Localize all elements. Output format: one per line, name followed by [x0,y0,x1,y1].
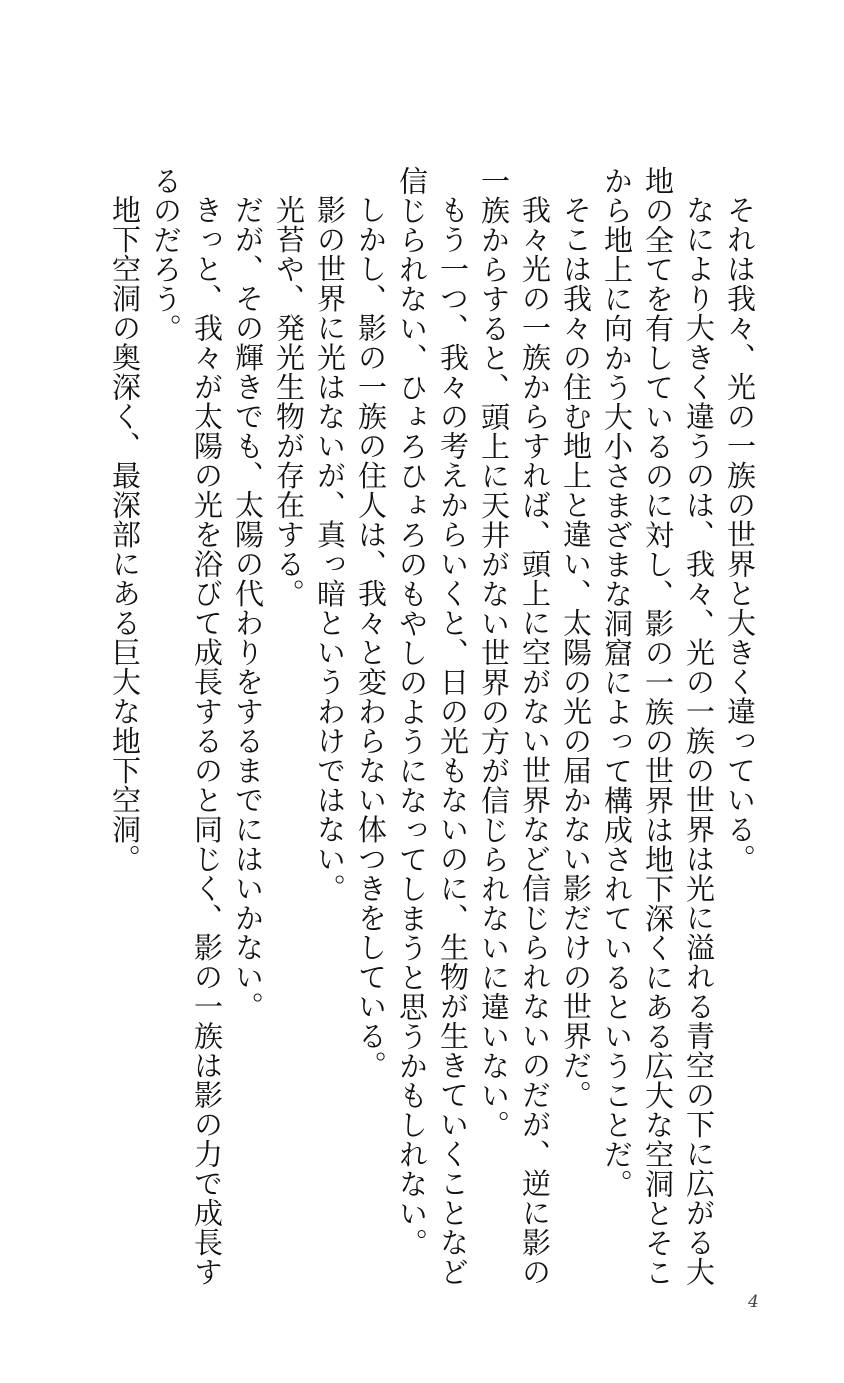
paragraph-5: もう一つ、我々の考えからいくと、日の光もないのに、生物が生きていくことなど信じられない、ひょろひょろのもやしのようになってしまうと思うかもしれない。 [395,166,470,1287]
paragraph-4: 我々光の一族からすれば、頭上に空がない世界など信じられないのだが、逆に影の一族からすると、頭上に天井がない世界の方が信じられないに違いない。 [477,166,552,1287]
paragraph-7: 影の世界に光はないが、真っ暗というわけではない。 [313,195,347,903]
paragraph-2: なにより大きく違うのは、我々、光の一族の世界は光に溢れる青空の下に広がる大地の全てを有しているのに対し、影の一族の世界は地下深くにある広大な空洞とそこから地上に向かう大小さまざまな洞窟によって構成されているということだ。 [600,166,716,1287]
paragraph-8: 光苔や、発光生物が存在する。 [272,195,306,608]
paragraph-1: それは我々、光の一族の世界と大きく違っている。 [723,195,757,874]
paragraph-10: きっと、我々が太陽の光を浴びて成長するのと同じく、影の一族は影の力で成長するのだろう。 [149,166,224,1287]
vertical-body-text [100,166,760,1306]
paragraph-9: だが、その輝きでも、太陽の代わりをするまでにはいかない。 [231,195,265,1021]
page-number: 4 [748,1292,759,1312]
paragraph-3: そこは我々の住む地上と違い、太陽の光の届かない影だけの世界だ。 [559,195,593,1110]
paragraph-6: しかし、影の一族の住人は、我々と変わらない体つきをしている。 [354,195,388,1080]
paragraph-11: 地下空洞の奥深く、最深部にある巨大な地下空洞。 [108,195,142,874]
